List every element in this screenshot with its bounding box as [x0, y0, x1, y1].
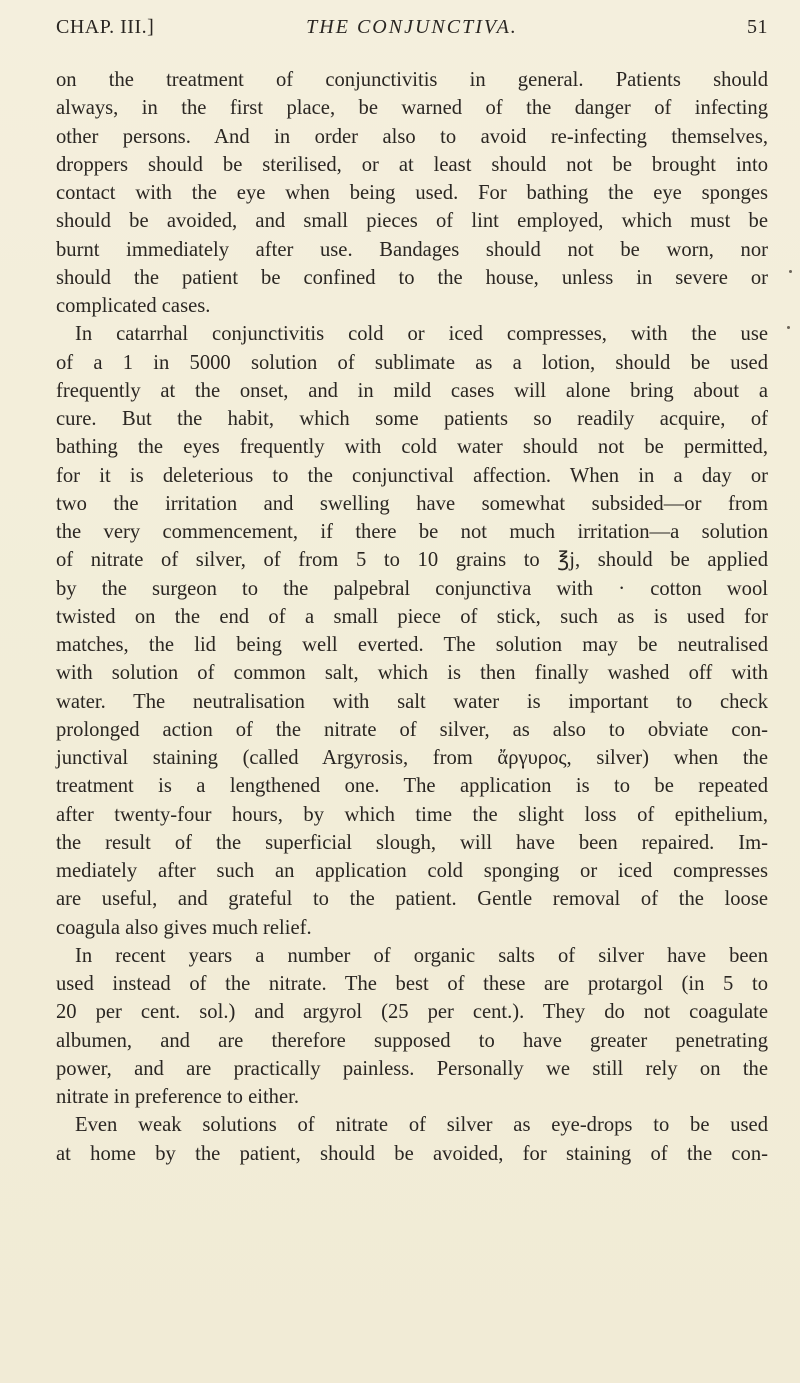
page-number: 51: [747, 16, 768, 38]
text-line: complicated cases.: [56, 295, 211, 317]
text-line: droppers should be sterilised, or at least should not be brought into: [56, 153, 768, 176]
text-line: treatment is a lengthened one. The application is to be repeated: [56, 775, 768, 798]
text-line: prolonged action of the nitrate of silver, as also to obviate con-: [56, 718, 768, 741]
text-line: other persons. And in order also to avoid re-infecting themselves,: [56, 125, 768, 148]
paragraph-first-line: In recent years a number of organic salts of silver have been: [75, 944, 768, 967]
text-line: nitrate in preference to either.: [56, 1086, 299, 1108]
text-line: cure. But the habit, which some patients so readily acquire, of: [56, 408, 768, 430]
text-line: 20 per cent. sol.) and argyrol (25 per cent.). They do not coagulate: [56, 1001, 768, 1024]
text-line: of nitrate of silver, of from 5 to 10 grains to ℥j, should be applied: [56, 549, 768, 572]
text-line: bathing the eyes frequently with cold water should not be permitted,: [56, 436, 768, 459]
text-line: matches, the lid being well everted. The solution may be neutralised: [56, 634, 768, 656]
text-line: by the surgeon to the palpebral conjunctiva with · cotton wool: [56, 577, 768, 600]
text-line: are useful, and grateful to the patient. Gentle removal of the loose: [56, 888, 768, 911]
paragraph-first-line: Even weak solutions of nitrate of silver as eye-drops to be used: [75, 1114, 768, 1137]
text-line: always, in the first place, be warned of the danger of infecting: [56, 97, 768, 120]
text-line: should the patient be confined to the house, unless in severe or: [56, 266, 768, 289]
text-line: should be avoided, and small pieces of lint employed, which must be: [56, 210, 768, 233]
text-line: frequently at the onset, and in mild cases will alone bring about a: [56, 379, 768, 402]
text-line: on the treatment of conjunctivitis in general. Patients should: [56, 69, 768, 91]
paragraph-first-line: In catarrhal conjunctivitis cold or iced compresses, with the use: [75, 323, 768, 346]
text-line: water. The neutralisation with salt water is important to check: [56, 690, 768, 713]
text-line: mediately after such an application cold sponging or iced compresses: [56, 860, 768, 882]
text-line: albumen, and are therefore supposed to have greater penetrating: [56, 1029, 768, 1052]
text-line: contact with the eye when being used. For bathing the eye sponges: [56, 182, 768, 204]
text-line: coagula also gives much relief.: [56, 916, 312, 939]
running-title: THE CONJUNCTIVA.: [306, 16, 518, 38]
margin-speck: [787, 326, 790, 329]
text-line: for it is deleterious to the conjunctival affection. When in a day or: [56, 464, 768, 487]
margin-speck: [789, 270, 792, 273]
running-head: [56, 16, 768, 46]
text-line: junctival staining (called Argyrosis, from ἄργυρος, silver) when the: [56, 747, 768, 769]
text-line: of a 1 in 5000 solution of sublimate as a lotion, should be used: [56, 351, 768, 374]
text-line: used instead of the nitrate. The best of these are protargol (in 5 to: [56, 973, 768, 995]
text-line: two the irritation and swelling have somewhat subsided—or from: [56, 492, 768, 515]
chapter-label: CHAP. III.]: [56, 16, 155, 38]
text-line: power, and are practically painless. Personally we still rely on the: [56, 1057, 768, 1080]
text-line: the result of the superficial slough, will have been repaired. Im-: [56, 831, 768, 854]
text-line: the very commencement, if there be not much irritation—a solution: [56, 521, 768, 543]
text-line: burnt immediately after use. Bandages should not be worn, nor: [56, 238, 768, 261]
text-line: with solution of common salt, which is then finally washed off with: [56, 662, 768, 685]
text-line: after twenty-four hours, by which time the slight loss of epithelium,: [56, 803, 768, 826]
text-line: twisted on the end of a small piece of stick, such as is used for: [56, 605, 768, 628]
text-line: at home by the patient, should be avoided, for staining of the con-: [56, 1142, 768, 1165]
body-text: [56, 66, 768, 1168]
